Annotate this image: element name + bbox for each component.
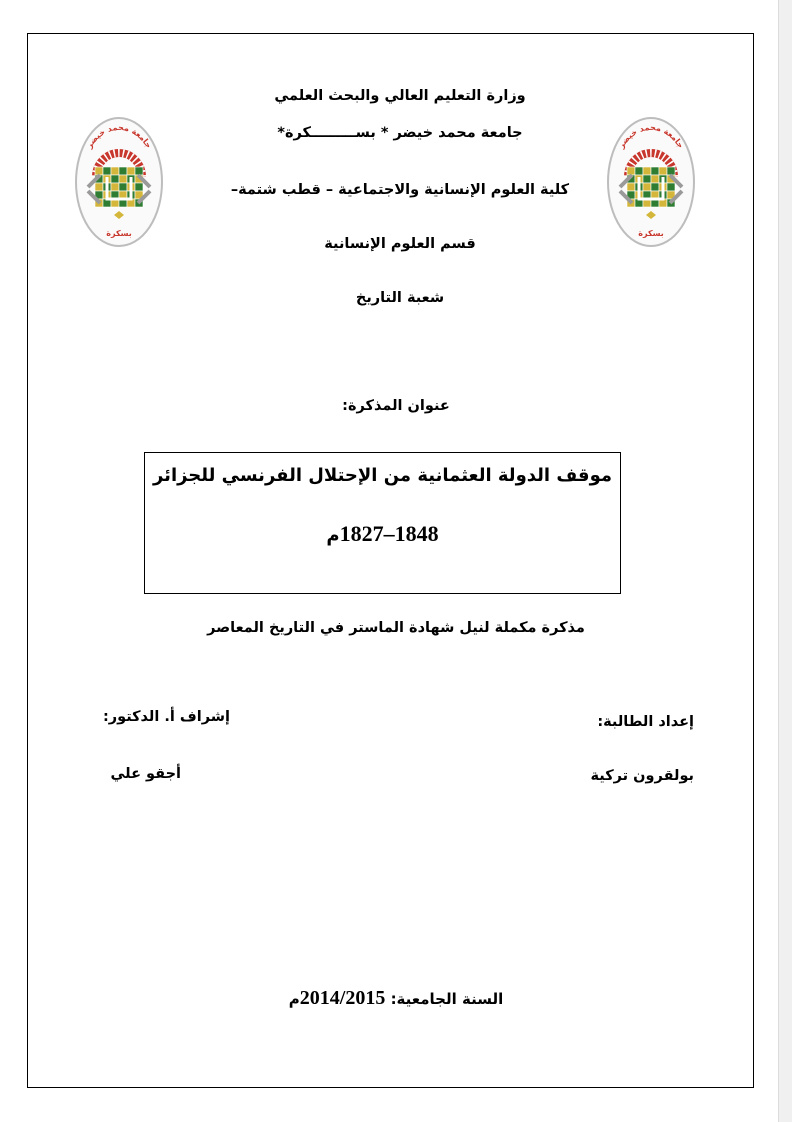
student-name: بولقرون تركية — [590, 768, 694, 784]
academic-year-suffix: م — [288, 990, 300, 1008]
supervisor-name: أجقو علي — [110, 766, 181, 782]
university-name: جامعة محمد خيضر * بســـــــــكرة* — [277, 125, 523, 141]
academic-year — [0, 987, 792, 1010]
department-name: قسم العلوم الإنسانية — [324, 236, 476, 252]
memo-title-years-suffix: م — [326, 525, 340, 546]
academic-year-value: 2014/2015 — [299, 987, 386, 1009]
memo-title-years-range: 1827–1848 — [339, 521, 439, 546]
svg-text:بسكرة: بسكرة — [638, 229, 664, 238]
student-label: إعداد الطالبة: — [597, 714, 694, 730]
ministry-name: وزارة التعليم العالي والبحث العلمي — [274, 88, 526, 104]
scrollbar[interactable] — [778, 0, 792, 1122]
memo-title-label: عنوان المذكرة: — [342, 398, 450, 414]
svg-text:جامعة محمد خيضر: جامعة محمد خيضر — [616, 122, 686, 150]
branch-name: شعبة التاريخ — [355, 290, 445, 306]
memo-title-line1: موقف الدولة العثمانية من الإحتلال الفرنسي للجزائر — [152, 465, 613, 486]
supervisor-label: إشراف أ. الدكتور: — [102, 709, 230, 725]
memo-title-years — [145, 521, 620, 547]
memo-title-box — [144, 452, 621, 594]
faculty-name: كلية العلوم الإنسانية والاجتماعية – قطب شتمة– — [230, 182, 570, 198]
memo-purpose: مذكرة مكملة لنيل شهادة الماستر في التاريخ المعاصر — [207, 620, 585, 636]
svg-text:جامعة محمد خيضر: جامعة محمد خيضر — [84, 122, 154, 150]
academic-year-label: السنة الجامعية: — [390, 990, 504, 1008]
svg-text:بسكرة: بسكرة — [106, 229, 132, 238]
